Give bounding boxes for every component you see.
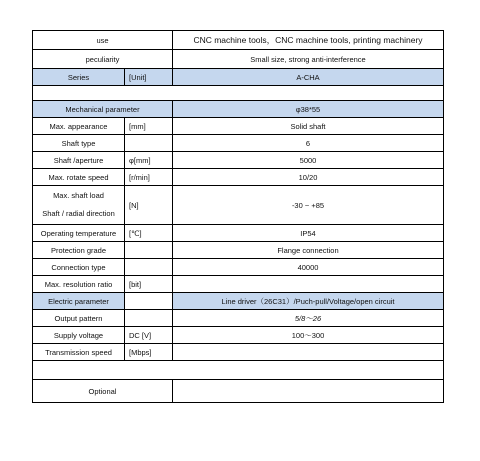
electric-unit	[125, 293, 173, 310]
row-resolution-ratio	[33, 276, 444, 293]
rotate-label: Max. rotate speed	[33, 169, 125, 186]
load-value: -30 ~ +85	[173, 186, 444, 225]
aperture-value: 5000	[173, 152, 444, 169]
resolution-label: Max. resolution ratio	[33, 276, 125, 293]
optional-value	[173, 380, 444, 403]
row-spacer-1	[33, 86, 444, 101]
optional-label: Optional	[33, 380, 173, 403]
connection-value: 40000	[173, 259, 444, 276]
spec-table	[32, 30, 444, 403]
shaft-type-unit	[125, 135, 173, 152]
temp-value: IP54	[173, 225, 444, 242]
use-value: CNC machine tools，CNC machine tools, printing machinery	[173, 31, 444, 50]
resolution-value	[173, 276, 444, 293]
row-series	[33, 69, 444, 86]
appearance-unit: [mm]	[125, 118, 173, 135]
row-shaft-type	[33, 135, 444, 152]
supply-value: 100～300	[173, 327, 444, 344]
connection-unit	[125, 259, 173, 276]
row-mechanical-parameter	[33, 101, 444, 118]
aperture-unit: φ[mm]	[125, 152, 173, 169]
load-unit: [N]	[125, 186, 173, 225]
row-rotate-speed	[33, 169, 444, 186]
transmission-value	[173, 344, 444, 361]
row-max-appearance	[33, 118, 444, 135]
row-connection-type	[33, 259, 444, 276]
appearance-label: Max. appearance	[33, 118, 125, 135]
load-label-line1: Max. shaft load	[53, 191, 104, 200]
shaft-type-label: Shaft type	[33, 135, 125, 152]
row-peculiarity	[33, 50, 444, 69]
rotate-value: 10/20	[173, 169, 444, 186]
mechanical-value: φ38*55	[173, 101, 444, 118]
electric-label: Electric parameter	[33, 293, 125, 310]
connection-label: Connection type	[33, 259, 125, 276]
series-label: Series	[33, 69, 125, 86]
row-shaft-load	[33, 186, 444, 225]
protection-unit	[125, 242, 173, 259]
mechanical-label: Mechanical parameter	[33, 101, 173, 118]
spacer-cell	[33, 361, 444, 380]
row-optional	[33, 380, 444, 403]
appearance-value: Solid shaft	[173, 118, 444, 135]
row-operating-temperature	[33, 225, 444, 242]
shaft-type-value: 6	[173, 135, 444, 152]
load-label	[33, 186, 125, 225]
transmission-label: Transmission speed	[33, 344, 125, 361]
output-value: 5/8～26	[173, 310, 444, 327]
row-output-pattern	[33, 310, 444, 327]
aperture-label: Shaft /aperture	[33, 152, 125, 169]
transmission-unit: [Mbps]	[125, 344, 173, 361]
protection-label: Protection grade	[33, 242, 125, 259]
output-label: Output pattern	[33, 310, 125, 327]
row-transmission-speed	[33, 344, 444, 361]
row-use	[33, 31, 444, 50]
series-unit: [Unit]	[125, 69, 173, 86]
supply-unit: DC [V]	[125, 327, 173, 344]
temp-unit: [℃]	[125, 225, 173, 242]
row-electric-parameter	[33, 293, 444, 310]
row-protection-grade	[33, 242, 444, 259]
series-value: A-CHA	[173, 69, 444, 86]
row-spacer-2	[33, 361, 444, 380]
temp-label: Operating temperature	[33, 225, 125, 242]
load-label-line2: Shaft / radial direction	[42, 209, 115, 218]
row-shaft-aperture	[33, 152, 444, 169]
use-label: use	[33, 31, 173, 50]
spec-table-container	[32, 30, 443, 403]
resolution-unit: [bit]	[125, 276, 173, 293]
peculiarity-label: peculiarity	[33, 50, 173, 69]
protection-value: Flange connection	[173, 242, 444, 259]
peculiarity-value: Small size, strong anti-interference	[173, 50, 444, 69]
supply-label: Supply voltage	[33, 327, 125, 344]
spacer-cell	[33, 86, 444, 101]
output-unit	[125, 310, 173, 327]
rotate-unit: [r/min]	[125, 169, 173, 186]
row-supply-voltage	[33, 327, 444, 344]
electric-value: Line driver（26C31）/Puch-pull/Voltage/open circuit	[173, 293, 444, 310]
